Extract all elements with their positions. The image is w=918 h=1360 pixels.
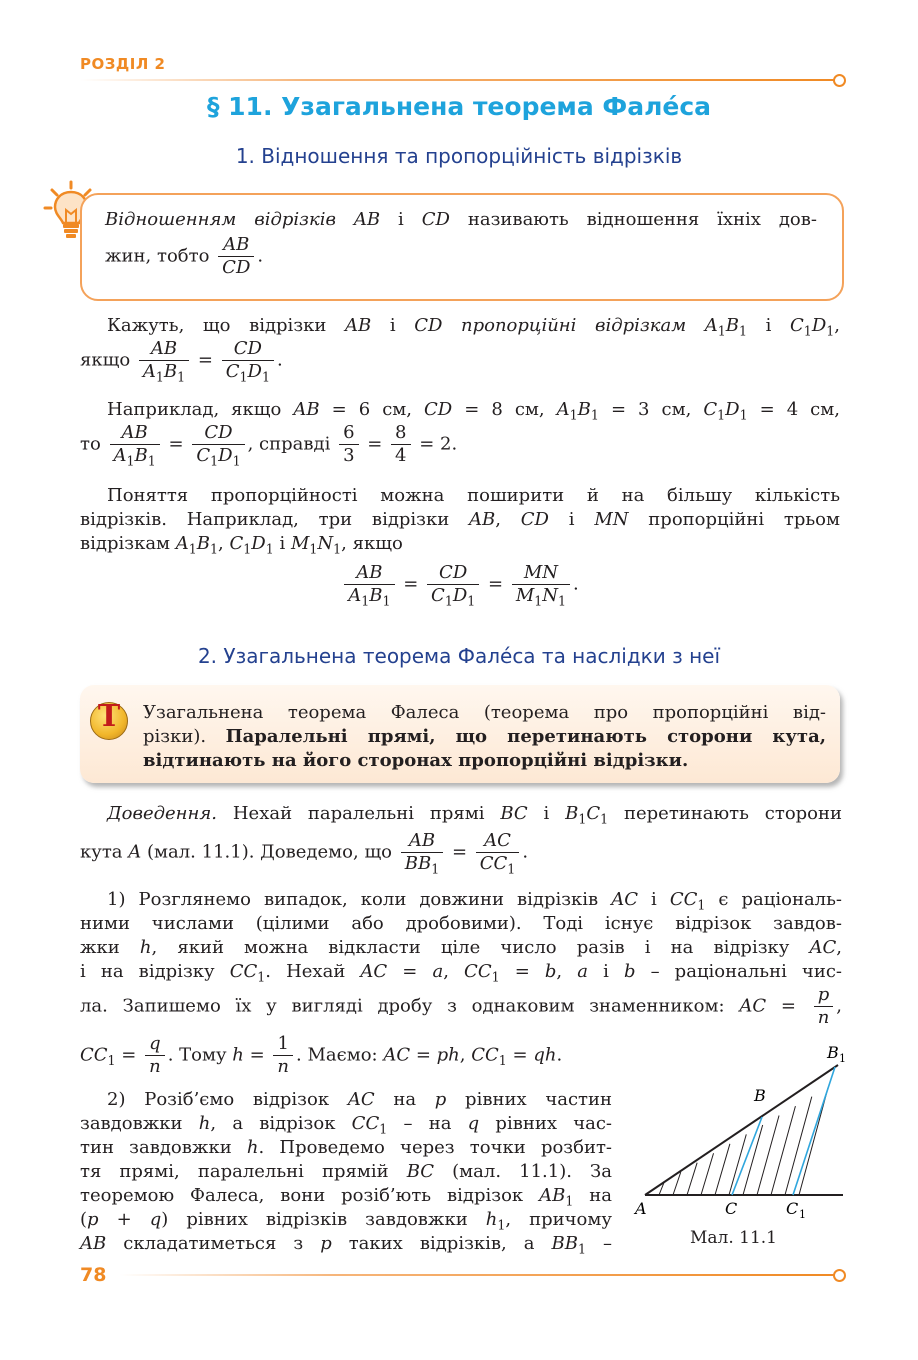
line-bc xyxy=(732,1117,762,1195)
paragraph-example: Наприклад, якщо AB = 6 см, CD = 8 см, $A_1B_1 = 3$ см, $C_1D_1 = 4$ см, то $\frac{AB}{A_1B_1}$ = $\frac{CD}{C_1D_1}$ , справді $\frac{6}{3}$ = $\frac{8}{4}$ = 2. xyxy=(80,399,840,469)
parallel-division-lines xyxy=(659,1087,828,1195)
label-c1-subscript: 1 xyxy=(799,1208,806,1221)
label-b1: B xyxy=(827,1043,839,1062)
theorem-text xyxy=(143,701,826,773)
division-line xyxy=(687,1163,697,1195)
proof-intro: Доведення. xyxy=(107,803,218,824)
subsection-1-heading: 1. Відношення та пропорційність відрізків xyxy=(235,144,683,168)
division-line xyxy=(757,1116,779,1195)
footer-rule xyxy=(120,1274,835,1276)
label-c: C xyxy=(725,1199,738,1218)
definition-term: Відношенням відрізків xyxy=(105,209,336,230)
theorem-line-1: Узагальнена теорема Фалеса (теорема про пропорційні від- xyxy=(143,702,826,723)
proof-case-1-lead: Розглянемо випадок, коли довжини відрізків xyxy=(138,889,599,910)
label-a: A xyxy=(635,1199,647,1218)
footer-rule-end-dot xyxy=(833,1269,846,1282)
theorem-line-2-bold: Паралельні прямі, що перетинають сторони кута, xyxy=(225,726,826,747)
proof-case-2: 2) Розіб’ємо відрізок AC на p рівних частин завдовжки h, а відрізок $CC_1$ – на q рівних час- тин завдовжки h. Проведемо через точки розбит- тя прямі, паралельні прямій BC (мал. 11.1). За теоремою Фалеса, вони розіб’ють відрізок $AB_1$ на (p + q) рівних відрізків завдовжки $h_1$, причому AB складатиметься з p таких відрізків, а $BB_1$ – xyxy=(80,1089,612,1257)
proof-case-2-lead: Розіб’ємо відрізок xyxy=(144,1089,330,1110)
header-rule-end-dot xyxy=(833,74,846,87)
theorem-line-3-bold: відтинають на його сторонах пропорційні відрізки. xyxy=(143,750,689,771)
line-b1c1 xyxy=(793,1067,835,1195)
page-number: 78 xyxy=(80,1264,107,1286)
section-title: § 11. Узагальнена теорема Фалéса xyxy=(206,92,712,121)
label-b: B xyxy=(754,1086,766,1105)
proof-paragraph: Доведення. Нехай паралельні прямі BC і $B_1C_1$ перетинають сторони кута A (мал. 11.1). Доведемо, що $\frac{AB}{BB_1}$ = $\frac{AC}{CC_1}$ . xyxy=(80,803,843,877)
label-c1: C xyxy=(786,1199,799,1218)
theorem-line-2-plain: різки). xyxy=(143,726,207,747)
division-line xyxy=(701,1153,714,1195)
paragraph-proportional: Кажуть, що відрізки AB і CD пропорційні відрізкам $A_1B_1$ і $C_1D_1$, якщо $\frac{AB}{A_1B_1}$ = $\frac{CD}{C_1D_1}$ . xyxy=(80,315,840,385)
definition-text-2: жин, тобто xyxy=(105,245,210,267)
label-b1-subscript: 1 xyxy=(839,1052,846,1065)
figure-11-1 xyxy=(625,1040,850,1225)
theorem-badge-letter: Т xyxy=(97,699,121,734)
division-line xyxy=(771,1106,795,1195)
figure-caption: Мал. 11.1 xyxy=(690,1228,778,1248)
proof-case-1: 1) Розглянемо випадок, коли довжини відрізків AC і $CC_1$ є раціональ- ними числами (цілими або дробовими). Тоді існує відрізок завдов- жки h, який можна відкласти ціле число разів і на відрізку AC, і на відрізку $CC_1$. Нехай AC = a, $CC_1 = b$, a і b – раціональні чис- ла. Запишемо їх у вигляді дробу з однаковим знаменником: AC = $\frac{p}{n}$ , $CC_1$ = $\frac{q}{n}$ . Тому h = $\frac{1}{n}$ . Маємо: AC = ph, $CC_1$ = qh. xyxy=(80,889,843,1077)
division-line xyxy=(715,1144,730,1195)
chapter-label: РОЗДІЛ 2 xyxy=(80,55,166,73)
angle-side-ab xyxy=(645,1065,838,1195)
paragraph-generalization: Поняття пропорційності можна поширити й на більшу кількість відрізків. Наприклад, три відрізки AB, CD і MN пропорційні трьом відрізкам $A_1B_1$, $C_1D_1$ і $M_1N_1$, якщо $\frac{AB}{A_1B_1}$ = $\frac{CD}{C_1D_1}$ = $\frac{MN}{M_1N_1}$ . xyxy=(80,485,840,609)
subsection-2-heading: 2. Узагальнена теорема Фалéса та наслідки з неї xyxy=(197,644,721,668)
definition-text-1: називають відношення їхніх дов- xyxy=(467,209,817,230)
header-rule xyxy=(80,79,835,81)
definition-fraction: $\frac{AB}{CD}$ xyxy=(218,234,254,279)
definition-text: Відношенням відрізків AB і CD називають відношення їхніх дов- жин, тобто $\frac{AB}{CD}$ . xyxy=(105,209,817,278)
